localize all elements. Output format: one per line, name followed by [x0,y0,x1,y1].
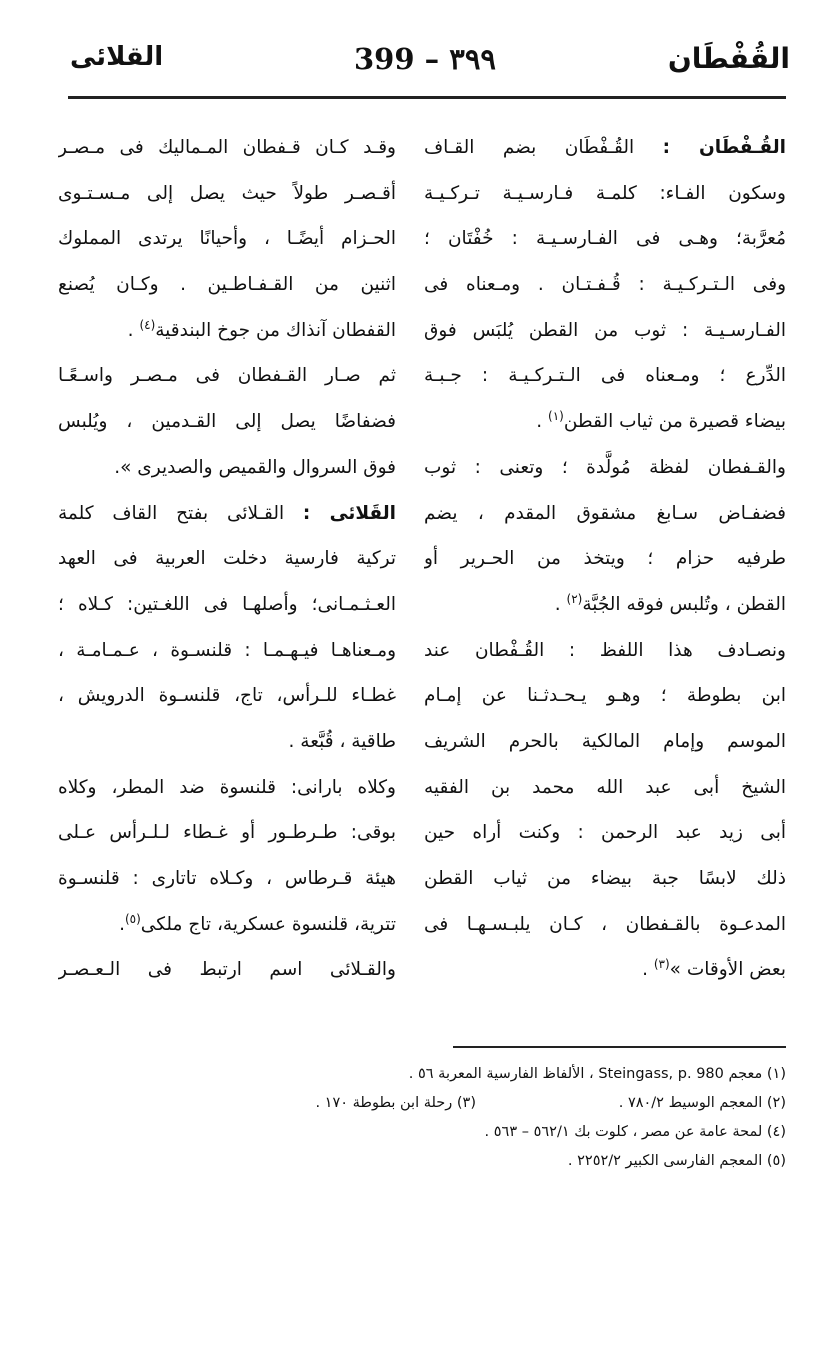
text-line [424,810,786,856]
text-line [58,171,396,217]
entry-term: القُـفْطَان : [662,137,786,158]
line-end-punct: . [642,959,654,981]
text-line [424,216,786,262]
line-text: فضفاضًا يصل إلى القـدمين ، ويُلبس [58,411,396,433]
line-text: مُعرَّبة؛ وهـى فى الفـارسـيـة : خُفْتَان ؛ [424,228,786,250]
line-end-punct: . [554,593,567,615]
line-text: بوقى: طـرطـور أو غـطاء لـلـرأس عـلى [58,822,396,844]
line-text: القُـفْطَان بضم القـاف [424,137,663,158]
text-line [58,628,396,674]
line-text: وسكون الفـاء: كلمـة فـارسـيـة تـركـيـة [424,182,786,204]
page-header [60,42,790,92]
footnote-2: (٢) المعجم الوسيط ٧٨٠/٢ . [618,1095,786,1111]
footnote-ref: (٤) [139,317,156,332]
text-line [424,947,786,993]
line-text: أقـصـر طولاً حيث يصل إلى مـسـتـوى [58,182,396,204]
running-head-left: القلائى [70,42,164,72]
line-text: طاقية ، قُبَّعة . [288,730,396,752]
line-text: طرفيه حزام ؛ ويتخذ من الحـرير أو [424,548,786,570]
text-line [424,536,786,582]
line-text: وفى الـتـركـيـة : قُـفـتـان . ومـعناه فى [424,274,786,296]
entry-term: القَلائى : [302,502,396,524]
footnote-ref: (٢) [566,591,583,606]
text-line [58,353,396,399]
line-end-punct: . [536,411,548,433]
text-line [424,353,786,399]
text-line [58,673,396,719]
line-text: الفـارسـيـة : ثوب من القطن يُلبَس فوق [424,319,786,341]
line-text: والقـلائى اسم ارتبط فى الـعـصـر [58,959,396,981]
line-text: اثنين من القـفـاطـين . وكـان يُصنع [58,274,396,296]
text-line [424,445,786,491]
page-number [354,42,496,76]
line-text: القطن ، وتُلبس فوقه الجُبَّة [582,593,786,615]
line-text: تركية فارسية دخلت العربية فى العهد [58,548,396,570]
text-line [58,445,396,491]
footnote-1: (١) معجم Steingass, p. 980 ، الألفاظ الفارسية المعربة ٥٦ . [408,1066,786,1082]
line-text: فوق السروال والقميص والصديرى ». [114,456,396,478]
text-line [424,673,786,719]
text-line [58,262,396,308]
header-rule [68,96,786,99]
page-number-latin: 399 [354,42,415,76]
line-text: الموسم وإمام المالكية بالحرم الشريف [424,730,786,752]
text-line [424,171,786,217]
text-line [424,856,786,902]
line-text: فضفـاض سـابغ مشقوق المقدم ، يضم [424,502,786,524]
footnote-3: (٣) رحلة ابن بطوطة ١٧٠ . [315,1095,476,1111]
text-line [58,399,396,445]
text-line [58,125,396,171]
line-text: الحـزام أيضًـا ، وأحيانًا يرتدى المملوك [58,228,396,250]
line-text: العـثـمـانى؛ وأصلهـا فى اللغـتين: كـلاه ؛ [58,593,396,615]
line-text: ثم صـار القـفطان فى مـصـر واسـعًـا [58,365,396,387]
text-line [58,536,396,582]
line-text: القـلائى بفتح القاف كلمة [58,502,303,524]
text-line [58,765,396,811]
line-text: بيضاء قصيرة من ثياب القطن [563,411,786,433]
line-text: وقـد كـان قـفطان المـماليك فى مـصـر [58,137,396,158]
line-text: تترية، قلنسوة عسكرية، تاج ملكى [140,913,396,935]
line-text: وكلاه بارانى: قلنسوة ضد المطر، وكلاه [58,776,396,798]
text-line [58,810,396,856]
text-line [424,582,786,628]
line-text: ونصـادف هذا اللفظ : القُـفْطان عند [424,639,786,661]
line-text: ذلك لابسًا جبة بيضاء من ثياب القطن [424,868,786,889]
page-number-arabic: ٣٩٩ [449,42,496,76]
footnote-ref: (٣) [653,957,670,972]
line-end-punct: . [119,913,125,935]
text-line [58,719,396,765]
footnotes [266,1060,786,1176]
footnote-5: (٥) المعجم الفارسى الكبير ٢٢٥٢/٢ . [567,1153,786,1169]
line-text: ابن بطوطة ؛ وهـو يـحـدثـنا عن إمـام [424,685,786,707]
text-line [58,947,396,993]
line-text: القفطان آنذاك من جوخ البندقية [155,319,396,341]
running-head-right: القُفْطَان [667,42,790,75]
line-text: بعض الأوقات » [669,959,786,981]
line-text: الدِّرع ؛ ومـعناه فى الـتـركـيـة : جـبـة [424,365,786,387]
text-line [424,262,786,308]
right-column [424,125,786,993]
line-text: والقـفطان لفظة مُولَّدة ؛ وتعنى : ثوب [424,456,786,478]
page-number-separator: – [424,42,440,76]
text-line [424,491,786,537]
left-column [58,125,396,993]
text-line [424,125,786,171]
footnote-ref: (٥) [124,911,141,926]
line-text: أبى زيد عبد الرحمن : وكنت أراه حين [424,822,786,844]
text-line [58,491,396,537]
text-line [424,308,786,354]
text-line [424,719,786,765]
text-line [424,628,786,674]
footnote-ref: (١) [548,408,564,423]
footnote-row-2-3 [266,1089,786,1118]
line-text: المدعـوة بالقـفطان ، كـان يلبـسـهـا فى [424,913,786,935]
line-text: الشيخ أبى عبد الله محمد بن الفقيه [424,776,786,798]
footnote-4: (٤) لمحة عامة عن مصر ، كلوت بك ٥٦٢/١ – ٥٦٣ . [484,1124,786,1140]
text-line [424,399,786,445]
line-text: هيئة قـرطاس ، وكـلاه تاتارى : قلنسـوة [58,868,396,889]
text-line [58,582,396,628]
text-line [424,902,786,948]
text-line [58,216,396,262]
footnote-rule [453,1046,786,1048]
text-line [424,765,786,811]
line-end-punct: . [127,319,140,341]
line-text: ومـعناهـا فيـهـمـا : قلنسـوة ، عـمـامـة ، [58,639,396,661]
text-line [58,902,396,948]
text-line [58,308,396,354]
text-line [58,856,396,902]
line-text: غطـاء للـرأس، تاج، قلنسـوة الدرويش ، [58,685,396,707]
